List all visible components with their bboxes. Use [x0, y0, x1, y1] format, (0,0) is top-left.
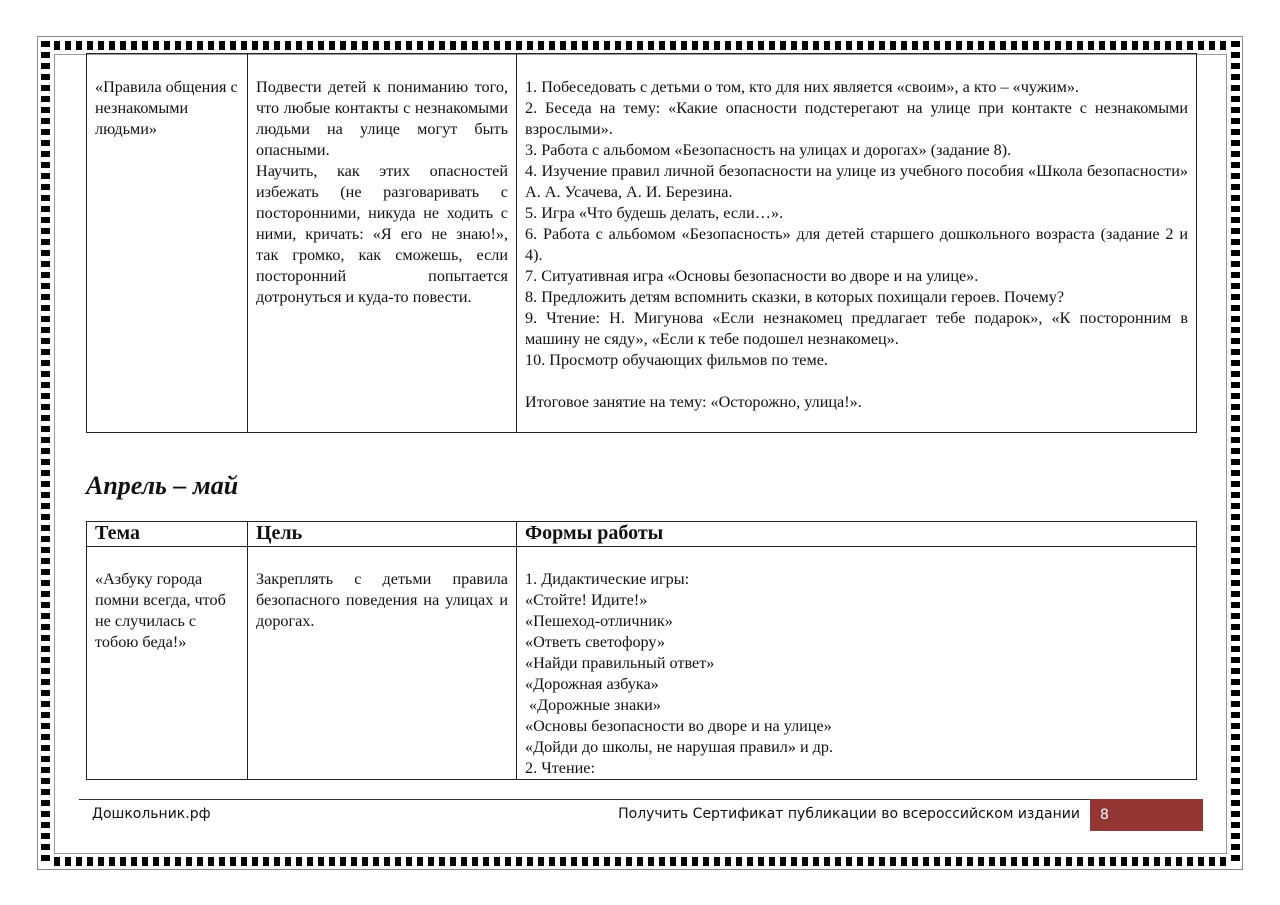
forms-item: «Найди правильный ответ»: [525, 654, 715, 672]
forms-item: 9. Чтение: Н. Мигунова «Если незнакомец предлагает тебе подарок», «К посторонним в машину не сяду», «Если к тебе подошел незнакомец».: [525, 309, 1188, 348]
forms-cell: [517, 547, 1197, 780]
forms-item: «Пешеход-отличник»: [525, 612, 673, 630]
forms-item: 8. Предложить детям вспомнить сказки, в которых похищали героев. Почему?: [525, 288, 1065, 306]
header-topic: Тема: [87, 522, 248, 547]
checkered-border-left: [41, 41, 50, 866]
table-header-row: [87, 522, 1197, 547]
forms-item: «Основы безопасности во дворе и на улице»: [525, 717, 832, 735]
forms-item: «Стойте! Идите!»: [525, 591, 648, 609]
goal-cell: [248, 54, 517, 433]
topic-text: «Азбуку города помни всегда, чтоб не случилась с тобою беда!»: [95, 570, 226, 651]
forms-item: «Дорожная азбука»: [525, 675, 659, 693]
lesson-table-continued: [86, 53, 1197, 433]
goal-paragraph: Подвести детей к пониманию того, что любые контакты с незнакомыми людьми на улице могут быть опасными.: [256, 78, 508, 159]
forms-item: 6. Работа с альбомом «Безопасность» для детей старшего дошкольного возраста (задание 2 и 4).: [525, 225, 1188, 264]
forms-item: 2. Чтение:: [525, 759, 595, 777]
footer-certificate-link[interactable]: Получить Сертификат публикации во всероссийском издании: [618, 806, 1080, 822]
forms-item: «Дойди до школы, не нарушая правил» и др.: [525, 738, 834, 756]
section-title: Апрель – май: [86, 471, 239, 500]
final-lesson: Итоговое занятие на тему: «Осторожно, улица!».: [525, 393, 862, 411]
checkered-border-top: [43, 41, 1237, 50]
forms-item: «Ответь светофору»: [525, 633, 666, 651]
goal-text: Закреплять с детьми правила безопасного поведения на улицах и дорогах.: [256, 570, 508, 630]
forms-item: 1. Дидактические игры:: [525, 570, 690, 588]
forms-item: «Дорожные знаки»: [525, 696, 661, 714]
forms-item: 2. Беседа на тему: «Какие опасности подстерегают на улице при контакте с незнакомыми взрослыми».: [525, 99, 1188, 138]
footer-site-link[interactable]: Дошкольник.рф: [92, 806, 211, 822]
checkered-border-right: [1231, 41, 1240, 866]
goal-paragraph: Научить, как этих опасностей избежать (не разговаривать с посторонними, никуда не ходить с ними, кричать: «Я его не знаю!», так громко, как сможешь, если посторонний попытается дотронуться и куда-то повести.: [256, 162, 508, 306]
goal-cell: [248, 547, 517, 780]
table-row: [87, 547, 1197, 780]
forms-item: 7. Ситуативная игра «Основы безопасности во дворе и на улице».: [525, 267, 979, 285]
page-number-badge: 8: [1090, 799, 1203, 831]
header-forms: Формы работы: [517, 522, 1197, 547]
footer-divider: [79, 799, 1090, 800]
table-row: [87, 54, 1197, 433]
forms-item: 1. Побеседовать с детьми о том, кто для них является «своим», а кто – «чужим».: [525, 78, 1079, 96]
checkered-border-bottom: [43, 857, 1237, 866]
topic-cell: [87, 54, 248, 433]
lesson-table: [86, 521, 1197, 780]
topic-cell: [87, 547, 248, 780]
topic-text: «Правила общения с незнакомыми людьми»: [95, 78, 238, 138]
forms-item: 4. Изучение правил личной безопасности на улице из учебного пособия «Школа безопасности» А. А. Усачева, А. И. Березина.: [525, 162, 1188, 201]
header-goal: Цель: [248, 522, 517, 547]
forms-item: 10. Просмотр обучающих фильмов по теме.: [525, 351, 828, 369]
forms-cell: [517, 54, 1197, 433]
forms-item: 5. Игра «Что будешь делать, если…».: [525, 204, 784, 222]
forms-item: 3. Работа с альбомом «Безопасность на улицах и дорогах» (задание 8).: [525, 141, 1012, 159]
